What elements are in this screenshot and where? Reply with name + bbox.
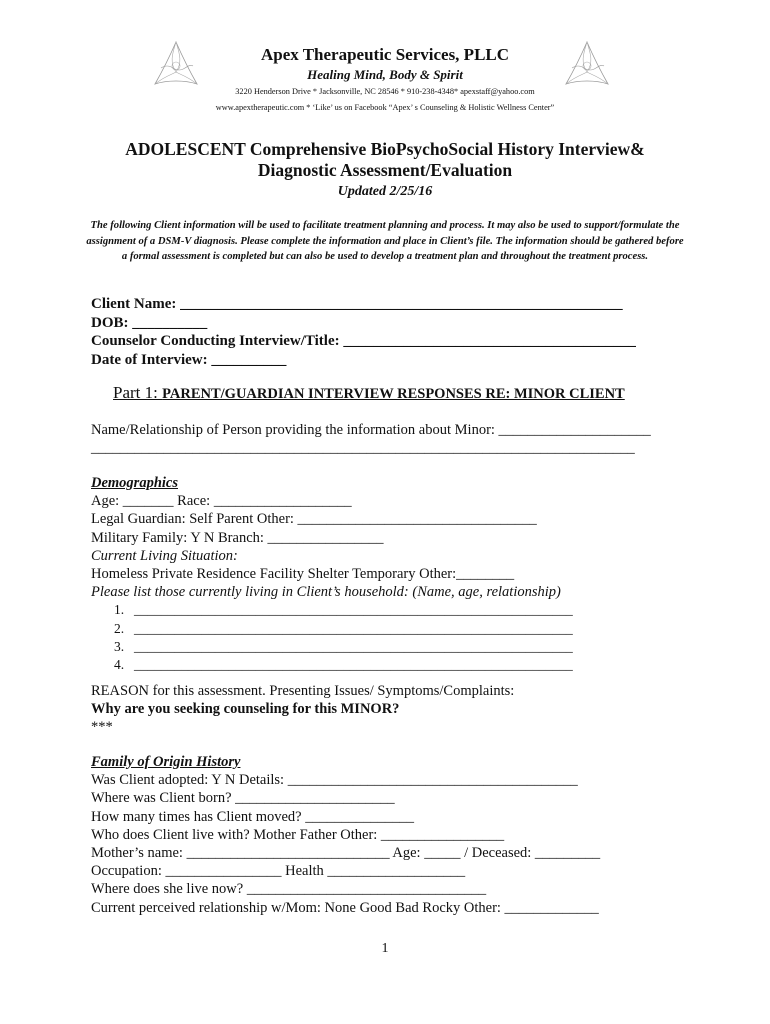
row-blank[interactable]: _________________________________________________________________ (134, 657, 573, 673)
row-number: 3. (114, 638, 125, 654)
household-label: Please list those currently living in Client’s household: (Name, age, relationship) (91, 584, 561, 601)
row-number: 1. (114, 602, 125, 618)
household-list (114, 601, 573, 674)
org-web: www.apextherapeutic.com * ‘Like’ us on Facebook “Apex’ s Counseling & Holistic Wellness Center” (215, 103, 555, 112)
document-title-line2: Diagnostic Assessment/Evaluation (257, 160, 513, 180)
client-name-field[interactable]: Client Name: ___________________________________________________________ (91, 296, 623, 312)
living-situation-label: Current Living Situation: (91, 547, 238, 564)
moves-field[interactable]: How many times has Client moved? _______________ (91, 808, 414, 825)
part1-heading (113, 383, 625, 403)
intro-paragraph: The following Client information will be used to facilitate treatment planning and process. It may also be used to support/formulate the assignment of a DSM-V diagnosis. Please complete the information and place in Client’s file. The information should be gathered before a formal assessment is completed but can also be used to develop a treatment plan and throughout the treatment process. (86, 220, 684, 262)
informant-field[interactable]: Name/Relationship of Person providing the information about Minor: _____________________ (91, 422, 651, 438)
mother-name-field[interactable]: Mother’s name: ____________________________ Age: _____ / Deceased: _________ (91, 845, 601, 862)
client-info-block (91, 295, 636, 369)
informant-field-continued[interactable]: ___________________________________________________________________________ (91, 440, 635, 457)
lives-with-field[interactable]: Who does Client live with? Mother Father Other: _________________ (91, 826, 505, 843)
org-address: 3220 Henderson Drive * Jacksonville, NC 28546 * 910-238-4348* apexstaff@yahoo.com (235, 87, 535, 96)
row-number: 2. (114, 620, 125, 636)
dob-field[interactable]: DOB: __________ (91, 314, 208, 331)
reason-label: REASON for this assessment. Presenting Issues/ Symptoms/Complaints: (91, 683, 515, 699)
military-family-field[interactable]: Military Family: Y N Branch: ________________ (91, 529, 384, 546)
interview-date-field[interactable]: Date of Interview: __________ (91, 351, 287, 368)
org-tagline: Healing Mind, Body & Spirit (307, 67, 463, 82)
document-updated: Updated 2/25/16 (337, 184, 433, 199)
family-history-heading: Family of Origin History (91, 754, 241, 770)
row-blank[interactable]: _________________________________________________________________ (134, 602, 573, 618)
counselor-field[interactable]: Counselor Conducting Interview/Title: _______________________________________ (91, 333, 636, 349)
household-row[interactable] (114, 638, 573, 656)
age-race-fields[interactable]: Age: _______ Race: ___________________ (91, 493, 352, 510)
part1-title: PARENT/GUARDIAN INTERVIEW RESPONSES RE: MINOR CLIENT (162, 386, 625, 402)
letterhead (0, 44, 770, 116)
informant-block (91, 421, 651, 457)
birthplace-field[interactable]: Where was Client born? ______________________ (91, 790, 395, 807)
org-name: Apex Therapeutic Services, PLLC (260, 45, 510, 64)
reason-question: Why are you seeking counseling for this MINOR? (91, 701, 400, 718)
legal-guardian-field[interactable]: Legal Guardian: Self Parent Other: _________________________________ (91, 511, 537, 528)
row-blank[interactable]: _________________________________________________________________ (134, 638, 573, 654)
mother-relationship-field[interactable]: Current perceived relationship w/Mom: None Good Bad Rocky Other: _____________ (91, 899, 599, 916)
occupation-health-field[interactable]: Occupation: ________________ Health ___________________ (91, 863, 466, 880)
living-situation-options[interactable]: Homeless Private Residence Facility Shelter Temporary Other:________ (91, 566, 515, 583)
reason-answer[interactable]: *** (91, 719, 113, 736)
part1-prefix: Part 1: (113, 383, 163, 402)
demographics-section (91, 474, 573, 674)
page-number: 1 (381, 941, 389, 956)
document-title-line1: ADOLESCENT Comprehensive BioPsychoSocial History Interview& (125, 139, 645, 159)
family-history-section (91, 753, 600, 917)
row-number: 4. (114, 657, 125, 673)
household-row[interactable] (114, 601, 573, 619)
mother-residence-field[interactable]: Where does she live now? _________________________________ (91, 881, 487, 898)
household-row[interactable] (114, 656, 573, 674)
document-title-block (0, 139, 770, 202)
demographics-heading: Demographics (91, 475, 178, 491)
adopted-field[interactable]: Was Client adopted: Y N Details: ________________________________________ (91, 772, 578, 789)
row-blank[interactable]: _________________________________________________________________ (134, 620, 573, 636)
household-row[interactable] (114, 620, 573, 638)
reason-section (91, 682, 514, 737)
